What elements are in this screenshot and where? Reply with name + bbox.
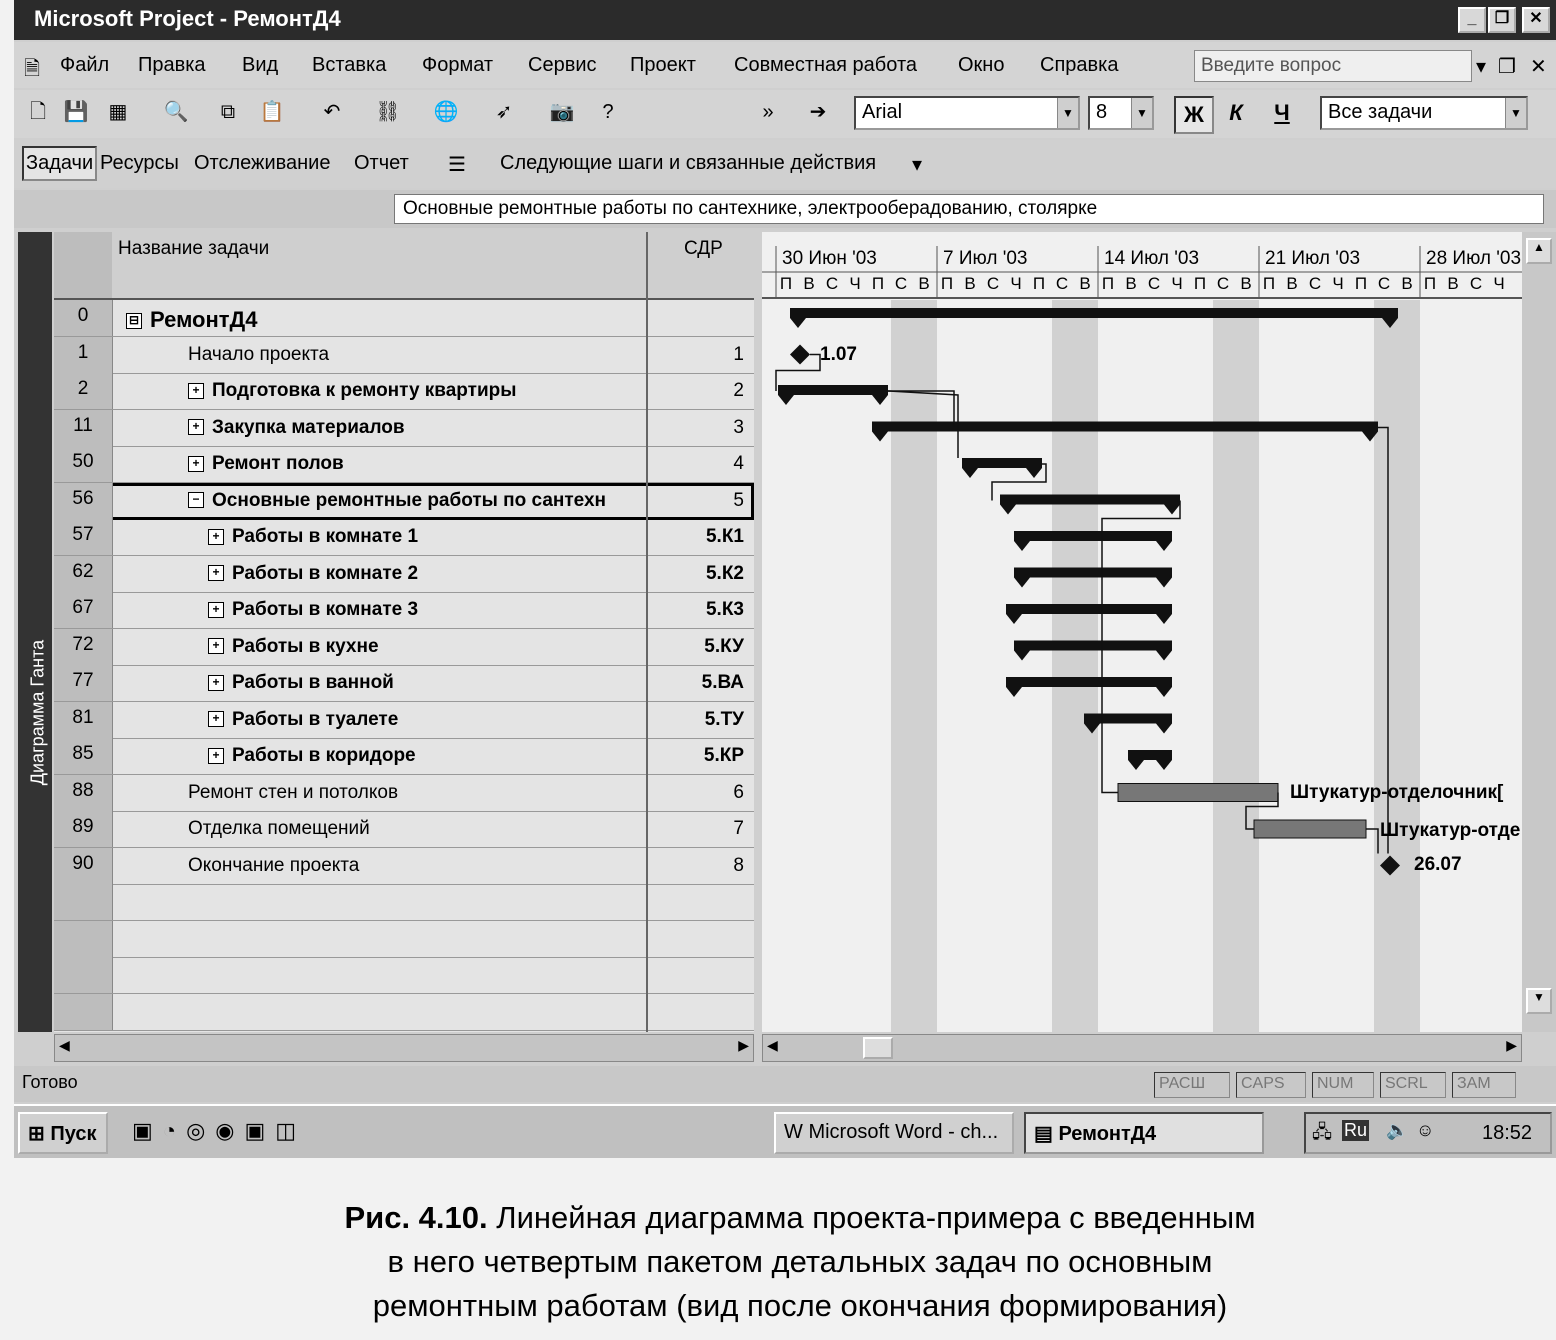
row-id (54, 994, 113, 1030)
wbs-cell[interactable]: 2 (733, 380, 744, 401)
week-label: 7 Июл '03 (943, 248, 1028, 269)
font-select[interactable] (854, 96, 1080, 130)
wbs-cell[interactable]: 8 (733, 854, 744, 876)
tray-language[interactable]: Ru (1344, 1120, 1368, 1140)
task-name-cell[interactable] (188, 380, 642, 402)
milestone-start-label: 1.07 (820, 344, 857, 365)
day-label: В (1125, 274, 1137, 293)
milestone-start (790, 345, 810, 365)
row-id (54, 884, 113, 920)
entry-bar (14, 190, 1556, 228)
empty-row[interactable] (54, 884, 754, 921)
task-name: Подготовка к ремонту квартиры (212, 380, 517, 401)
gantt-vertical-scrollbar[interactable] (1522, 232, 1556, 1032)
select-all-corner[interactable] (54, 232, 112, 300)
help-icon[interactable]: ? (602, 101, 614, 123)
task-name-cell[interactable] (188, 782, 642, 804)
project-label: РемонтД4 (1058, 1123, 1157, 1145)
day-label: С (1147, 274, 1161, 293)
caption-line-3: ремонтным работам (вид после окончания формирования) (372, 1288, 1228, 1323)
task-name: Основные ремонтные работы по сантехн (212, 489, 607, 511)
start-button[interactable] (18, 1112, 108, 1154)
task-row[interactable] (54, 373, 754, 410)
summary-bar-floors (962, 458, 1042, 468)
row-id[interactable]: 85 (54, 738, 113, 774)
task-row[interactable] (54, 848, 754, 885)
summary-bar-room-3-end-left (1006, 614, 1022, 624)
day-label: В (964, 274, 976, 293)
summary-bar-kitchen-end-right (1156, 651, 1172, 661)
menu-view[interactable]: Вид (242, 54, 279, 76)
task-name: Работы в туалете (232, 708, 399, 730)
day-label: С (1055, 274, 1069, 293)
day-label: С (1308, 274, 1322, 293)
day-label: Ч (1493, 274, 1505, 293)
day-label: С (825, 274, 839, 293)
day-label: С (894, 274, 908, 293)
summary-bar-bathroom-end-right (1156, 687, 1172, 697)
day-label: В (1240, 274, 1252, 293)
table-scroll-left-icon[interactable]: ◀ (59, 1037, 70, 1053)
restore-button[interactable]: ❐ (1488, 7, 1516, 33)
milestone-end-label: 26.07 (1414, 854, 1462, 875)
day-label: П (940, 274, 954, 293)
summary-bar-preparation-end-right (872, 395, 888, 405)
wbs-cell[interactable]: 4 (733, 453, 744, 474)
summary-bar-preparation (778, 385, 888, 395)
summary-bar-room-1-end-right (1156, 541, 1172, 551)
task-name: Работы в комнате 1 (232, 526, 419, 547)
view-bar-label: Диаграмма Ганта (27, 639, 48, 786)
help-question-input[interactable]: Введите вопрос (1194, 50, 1472, 82)
summary-bar-toilet (1084, 714, 1172, 724)
summary-bar-room-2 (1014, 568, 1172, 578)
task-name: Работы в ванной (232, 672, 394, 693)
font-size-select[interactable] (1088, 96, 1154, 130)
resource-label-finish: Штукатур-отде (1380, 820, 1521, 841)
wbs-cell[interactable]: 5 (733, 489, 744, 511)
table-scroll-right-icon[interactable]: ▶ (738, 1037, 749, 1053)
task-name-cell[interactable] (208, 563, 642, 585)
column-divider (646, 232, 648, 1032)
expand-toggle-icon[interactable]: − (188, 492, 204, 508)
task-name-cell[interactable] (188, 344, 642, 366)
empty-row[interactable] (54, 921, 754, 958)
more-buttons-icon[interactable]: » (762, 101, 774, 123)
task-row[interactable] (54, 629, 754, 666)
status-ext: РАСШ (1154, 1072, 1230, 1098)
gantt-chart[interactable] (762, 232, 1522, 1032)
day-label: Ч (1171, 274, 1183, 293)
task-row[interactable] (54, 410, 754, 447)
wbs-cell[interactable]: 3 (733, 416, 744, 438)
task-row[interactable] (54, 775, 754, 812)
word-icon: W (784, 1121, 803, 1143)
taskbar-word-button[interactable] (774, 1112, 1014, 1154)
summary-bar-room-2-end-right (1156, 578, 1172, 588)
row-id (54, 921, 113, 957)
figure-caption (200, 1196, 1400, 1328)
task-name: Работы в комнате 3 (232, 599, 419, 620)
summary-bar-room-3-end-right (1156, 614, 1172, 624)
task-row[interactable] (54, 738, 754, 775)
task-name: Ремонт стен и потолков (188, 781, 399, 803)
quick-launch-icons[interactable]: ▣◔◎◉▣◫ (132, 1118, 307, 1143)
weekend-shading (1374, 300, 1420, 1032)
weekend-shading (1052, 300, 1098, 1032)
expand-toggle-icon[interactable]: + (188, 419, 204, 435)
task-row[interactable] (54, 446, 754, 483)
task-name-cell[interactable] (126, 307, 642, 333)
task-name: Отделка помещений (188, 818, 370, 839)
font-size-value: 8 (1096, 101, 1108, 123)
expand-toggle-icon[interactable]: + (188, 456, 204, 472)
row-id[interactable]: 1 (54, 337, 113, 373)
doc-close-icon[interactable]: ✕ (1530, 56, 1547, 78)
row-id[interactable]: 90 (54, 848, 113, 884)
task-row[interactable] (54, 556, 754, 593)
summary-bar-purchase-end-left (872, 432, 888, 442)
expand-toggle-icon[interactable]: + (208, 638, 224, 654)
view-bar[interactable] (18, 232, 52, 1032)
task-row[interactable] (54, 337, 754, 374)
task-name-cell[interactable] (208, 599, 642, 621)
guide-tasks-button[interactable]: Задачи (22, 146, 97, 181)
caption-line-2: в него четвертым пакетом детальных задач по основным (387, 1244, 1213, 1279)
row-id[interactable]: 57 (54, 519, 113, 555)
summary-bar-toilet-end-right (1156, 724, 1172, 734)
summary-bar-corridor-end-right (1156, 760, 1172, 770)
task-name: РемонтД4 (150, 307, 258, 332)
task-name: Закупка материалов (212, 416, 405, 438)
day-label: П (779, 274, 793, 293)
save-icon[interactable]: 💾 (63, 101, 89, 123)
status-num: NUM (1312, 1072, 1374, 1098)
task-name: Ремонт полов (212, 453, 344, 474)
day-label: П (1423, 274, 1437, 293)
summary-bar-floors-end-left (962, 468, 978, 478)
status-scrl: SCRL (1380, 1072, 1446, 1098)
project-summary-bar-end-left (790, 318, 806, 328)
menu-window[interactable]: Окно (958, 54, 1005, 76)
day-label: П (1354, 274, 1368, 293)
task-name: Работы в комнате 2 (232, 562, 419, 584)
summary-bar-kitchen-end-left (1014, 651, 1030, 661)
wbs-cell[interactable]: 6 (733, 781, 744, 803)
tray-app-icon[interactable]: ☺ (1416, 1120, 1435, 1140)
summary-bar-room-2-end-left (1014, 578, 1030, 588)
window-title: Microsoft Project - РемонтД4 (34, 6, 341, 31)
day-label: П (1262, 274, 1276, 293)
font-dropdown-icon[interactable]: ▼ (1057, 98, 1078, 128)
row-id[interactable]: 50 (54, 446, 113, 482)
taskbar-project-button[interactable] (1024, 1112, 1264, 1154)
expand-toggle-icon[interactable]: + (188, 383, 204, 399)
col-wbs-label: СДР (684, 238, 723, 259)
summary-bar-bathroom-end-left (1006, 687, 1022, 697)
status-ready: Готово (22, 1072, 78, 1092)
task-table (54, 232, 754, 1032)
caption-line-1: Линейная диаграмма проекта-примера с введенным (496, 1200, 1256, 1235)
task-row[interactable] (54, 519, 754, 556)
summary-bar-preparation-end-left (778, 395, 794, 405)
day-label: С (1216, 274, 1230, 293)
expand-toggle-icon[interactable]: + (208, 675, 224, 691)
expand-toggle-icon[interactable]: + (208, 565, 224, 581)
day-label: В (803, 274, 815, 293)
row-id[interactable]: 2 (54, 373, 113, 409)
menu-help[interactable]: Справка (1040, 54, 1119, 76)
wbs-cell[interactable]: 5.К2 (705, 562, 744, 584)
tray-network-icon[interactable]: 🖧 (1312, 1122, 1333, 1142)
goto-task-icon[interactable]: ➶ (495, 101, 513, 123)
summary-bar-main-works (1000, 495, 1180, 505)
help-dropdown-icon[interactable]: ▾ (1476, 56, 1487, 78)
day-label: С (1469, 274, 1483, 293)
task-name-cell[interactable] (188, 855, 642, 877)
project-summary-bar (790, 308, 1398, 318)
task-name-cell[interactable] (208, 636, 642, 658)
wbs-cell[interactable]: 5.ВА (701, 672, 744, 693)
col-header-wbs[interactable] (648, 232, 754, 300)
copy-picture-icon[interactable]: 📷 (549, 101, 575, 123)
screen (14, 0, 1556, 1158)
task-name-cell[interactable] (188, 818, 642, 840)
day-label: В (1079, 274, 1091, 293)
summary-bar-room-1-end-left (1014, 541, 1030, 551)
task-row[interactable] (54, 300, 754, 337)
next-steps-dropdown-icon[interactable]: ▾ (912, 154, 923, 176)
gantt-graphics (762, 232, 1522, 1032)
project-icon: ▤ (1034, 1123, 1053, 1145)
windows-taskbar (14, 1104, 1556, 1158)
title-bar (14, 0, 1556, 40)
project-guide-bar (14, 140, 1556, 188)
menu-bar (14, 42, 1556, 88)
print-preview-icon[interactable]: 🔍 (163, 101, 189, 123)
weekend-shading (891, 300, 937, 1032)
task-row[interactable] (54, 483, 754, 520)
row-id[interactable]: 0 (54, 300, 113, 336)
row-id[interactable]: 11 (54, 410, 113, 446)
gantt-scroll-right-icon[interactable]: ▶ (1506, 1037, 1517, 1053)
menu-format[interactable]: Формат (422, 54, 494, 76)
task-name: Работы в кухне (232, 635, 379, 657)
guide-toggle-icon[interactable]: ☰ (448, 154, 466, 176)
gantt-scroll-left-icon[interactable]: ◀ (767, 1037, 778, 1053)
day-label: Ч (1332, 274, 1344, 293)
task-name-cell[interactable] (188, 490, 642, 512)
task-name-cell[interactable] (188, 453, 642, 475)
globe-icon[interactable]: 🌐 (433, 101, 459, 123)
task-name-cell[interactable] (208, 526, 642, 548)
row-id[interactable]: 88 (54, 775, 113, 811)
new-icon[interactable]: 🗋 (29, 101, 47, 123)
summary-bar-corridor-end-left (1128, 760, 1144, 770)
windows-logo-icon: ⊞ (28, 1123, 45, 1145)
day-label: С (1377, 274, 1391, 293)
row-id[interactable]: 89 (54, 811, 113, 847)
task-row[interactable] (54, 811, 754, 848)
wbs-cell[interactable]: 5.КУ (704, 635, 744, 657)
task-name-cell[interactable] (208, 745, 642, 767)
gantt-horizontal-scrollbar[interactable] (762, 1034, 1522, 1062)
task-name-entry-field[interactable]: Основные ремонтные работы по сантехнике, электрооберадованию, столярке (394, 194, 1544, 224)
week-label: 21 Июл '03 (1265, 248, 1361, 269)
italic-button[interactable]: К (1229, 100, 1243, 125)
menu-collaborate[interactable]: Совместная работа (734, 54, 917, 76)
wbs-cell[interactable]: 5.КР (703, 745, 744, 766)
summary-bar-corridor (1128, 750, 1172, 760)
day-label: Ч (849, 274, 861, 293)
week-label: 28 Июл '03 (1426, 248, 1522, 269)
empty-row[interactable] (54, 957, 754, 994)
system-tray (1304, 1112, 1552, 1154)
wbs-cell[interactable]: 7 (733, 818, 744, 839)
expand-toggle-icon[interactable]: + (208, 748, 224, 764)
next-steps-menu[interactable]: Следующие шаги и связанные действия (500, 152, 877, 174)
menu-edit[interactable]: Правка (138, 54, 206, 76)
save-web-icon[interactable]: ▦ (108, 101, 128, 123)
expand-toggle-icon[interactable]: + (208, 711, 224, 727)
day-label: П (871, 274, 885, 293)
undo-icon[interactable]: ↶ (323, 101, 341, 123)
link-icon[interactable]: ⛓ (375, 101, 401, 123)
status-bar (14, 1066, 1556, 1102)
task-row[interactable] (54, 702, 754, 739)
task-name-cell[interactable] (208, 672, 642, 694)
col-name-label: Название задачи (118, 238, 270, 259)
day-label: Ч (1010, 274, 1022, 293)
wbs-cell[interactable]: 5.К1 (705, 526, 744, 547)
task-bar-finishing (1254, 820, 1366, 838)
wbs-cell[interactable]: 1 (733, 343, 744, 365)
bold-button[interactable]: Ж (1174, 96, 1214, 134)
summary-bar-kitchen (1014, 641, 1172, 651)
resource-label-walls: Штукатур-отделочник[ (1290, 782, 1504, 803)
summary-bar-room-1 (1014, 531, 1172, 541)
task-row[interactable] (54, 592, 754, 629)
row-id[interactable]: 77 (54, 665, 113, 701)
row-id[interactable]: 72 (54, 629, 113, 665)
minimize-button[interactable]: _ (1458, 7, 1486, 33)
day-label: В (1401, 274, 1413, 293)
menu-tools[interactable]: Сервис (528, 54, 597, 76)
summary-bar-bathroom (1006, 677, 1172, 687)
menu-insert[interactable]: Вставка (312, 54, 387, 76)
week-label: 30 Июн '03 (782, 248, 877, 269)
doc-restore-icon[interactable]: ❐ (1498, 56, 1516, 78)
doc-icon[interactable]: 🗎 (24, 58, 41, 80)
wbs-cell[interactable]: 5.К3 (705, 599, 744, 620)
scroll-up-icon[interactable]: ▲ (1526, 238, 1552, 264)
gantt-scroll-thumb[interactable] (863, 1037, 893, 1059)
day-label: П (1032, 274, 1046, 293)
summary-bar-main-works-end-right (1164, 505, 1180, 515)
day-label: С (986, 274, 1000, 293)
summary-bar-room-3 (1006, 604, 1172, 614)
tray-clock: 18:52 (1482, 1122, 1533, 1144)
empty-row[interactable] (54, 994, 754, 1031)
day-label: П (1193, 274, 1207, 293)
task-bar-walls (1118, 784, 1278, 802)
underline-button[interactable]: Ч (1274, 100, 1290, 125)
scroll-down-icon[interactable]: ▼ (1526, 988, 1552, 1014)
expand-toggle-icon[interactable]: + (208, 529, 224, 545)
row-id[interactable]: 81 (54, 702, 113, 738)
summary-bar-main-works-end-left (1000, 505, 1016, 515)
standard-toolbar (14, 90, 1556, 138)
guide-resources-button[interactable]: Ресурсы (100, 152, 179, 174)
font-value: Arial (862, 101, 903, 123)
task-name: Начало проекта (188, 343, 330, 365)
filter-value: Все задачи (1328, 101, 1433, 123)
day-label: В (918, 274, 930, 293)
task-name-cell[interactable] (208, 709, 642, 731)
size-dropdown-icon[interactable]: ▼ (1131, 98, 1152, 128)
word-label: Microsoft Word - ch... (808, 1121, 999, 1143)
guide-tracking-button[interactable]: Отслеживание (194, 152, 331, 174)
weekend-shading (1213, 300, 1259, 1032)
task-name: Работы в коридоре (232, 745, 416, 766)
filter-select[interactable] (1320, 96, 1528, 130)
arrow-right-icon[interactable]: ➔ (809, 101, 827, 123)
close-button[interactable]: ✕ (1522, 7, 1550, 33)
status-caps: CAPS (1236, 1072, 1306, 1098)
caption-lead: Рис. 4.10. (344, 1200, 488, 1235)
row-id (54, 957, 113, 993)
day-label: В (1447, 274, 1459, 293)
day-label: П (1101, 274, 1115, 293)
row-id[interactable]: 67 (54, 592, 113, 628)
guide-report-button[interactable]: Отчет (354, 152, 409, 174)
start-label: Пуск (50, 1123, 97, 1145)
day-label: В (1286, 274, 1298, 293)
copy-icon[interactable]: ⧉ (220, 101, 236, 123)
summary-bar-purchase (872, 422, 1378, 432)
expand-toggle-icon[interactable]: ⊟ (126, 313, 142, 329)
status-zam: ЗАМ (1452, 1072, 1516, 1098)
wbs-cell[interactable]: 5.ТУ (704, 708, 744, 730)
col-header-name[interactable] (112, 232, 646, 300)
table-horizontal-scrollbar[interactable] (54, 1034, 754, 1062)
paste-icon[interactable]: 📋 (259, 101, 285, 123)
week-label: 14 Июл '03 (1104, 248, 1200, 269)
task-name: Окончание проекта (188, 854, 360, 876)
row-id[interactable]: 62 (54, 556, 113, 592)
filter-dropdown-icon[interactable]: ▼ (1505, 98, 1526, 128)
expand-toggle-icon[interactable]: + (208, 602, 224, 618)
row-id[interactable]: 56 (54, 483, 113, 519)
task-name-cell[interactable] (188, 417, 642, 439)
menu-project[interactable]: Проект (630, 54, 696, 76)
tray-volume-icon[interactable]: 🔈 (1386, 1120, 1409, 1140)
task-row[interactable] (54, 665, 754, 702)
summary-bar-floors-end-right (1026, 468, 1042, 478)
menu-file[interactable]: Файл (60, 54, 110, 76)
